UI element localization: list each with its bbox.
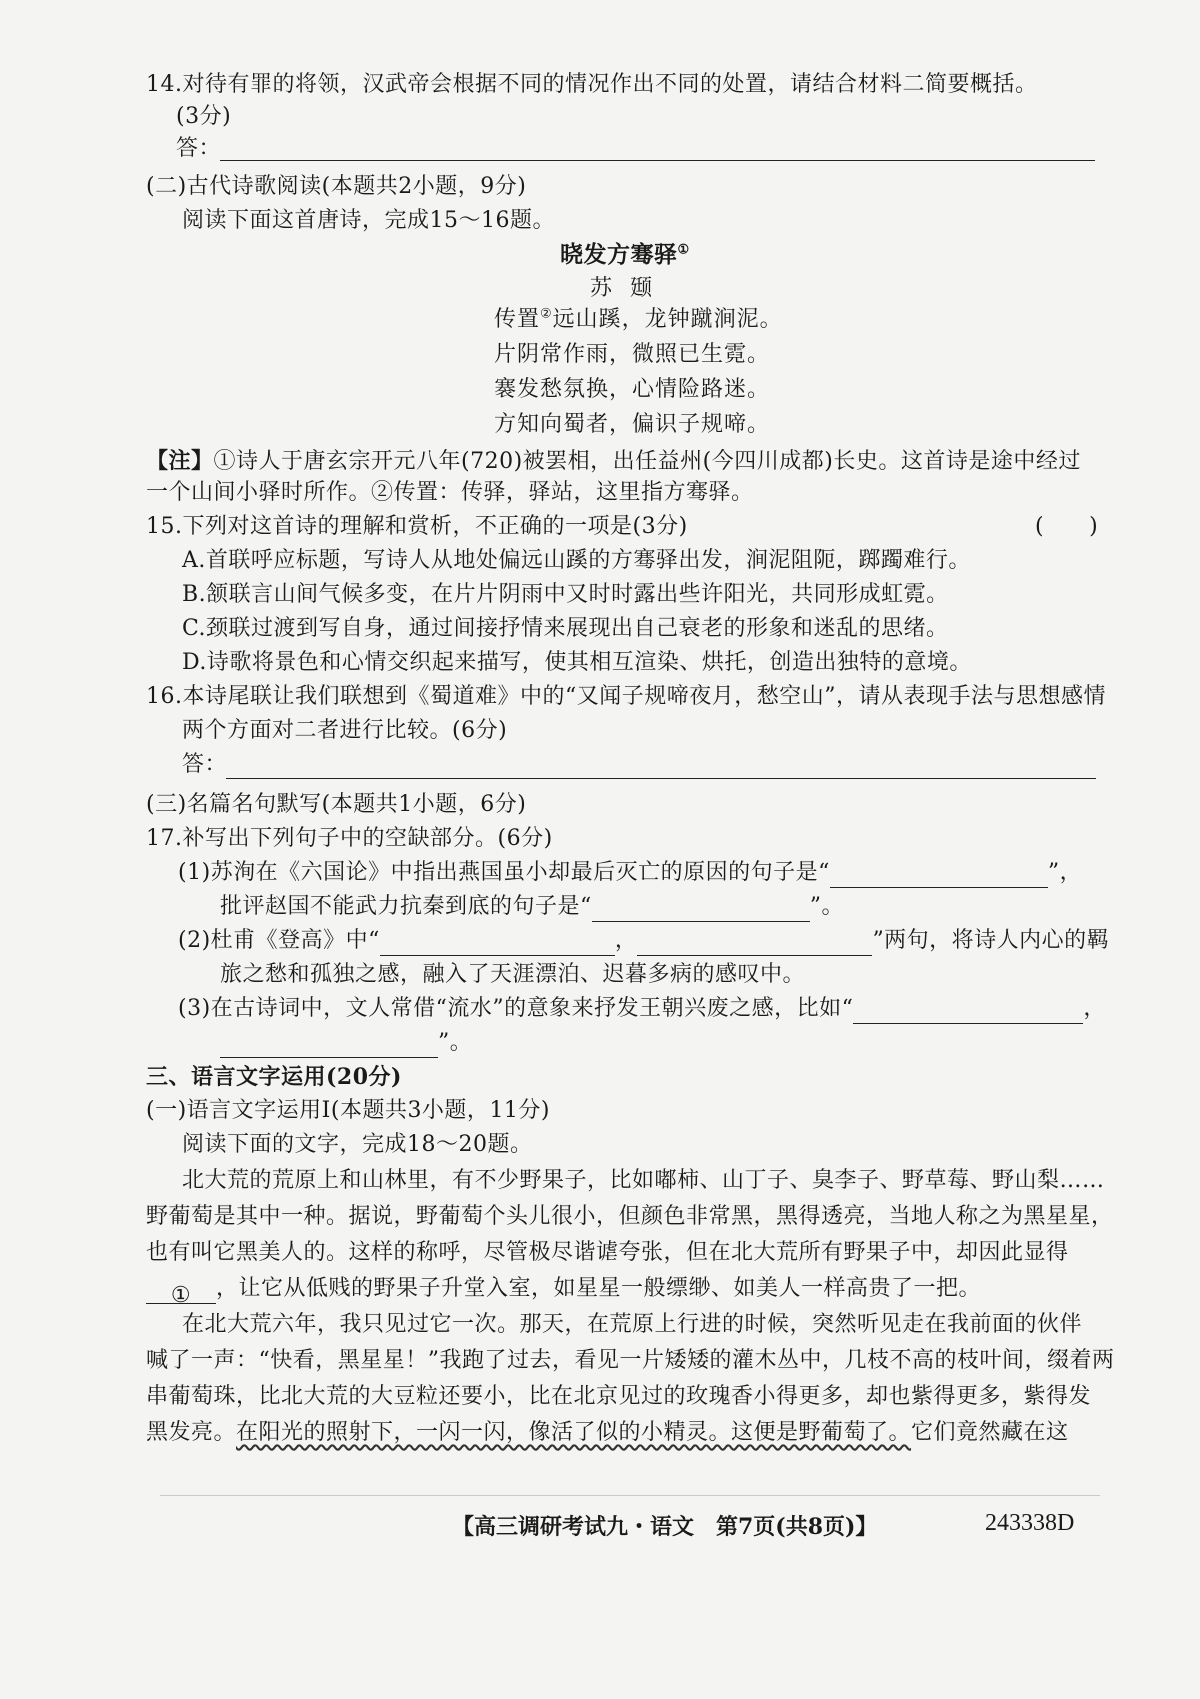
section-language-1-instruction: 阅读下面的文字，完成18～20题。: [182, 1132, 533, 1157]
poem-title-footnote-mark: ①: [677, 242, 690, 258]
question-15-option-b[interactable]: B.颔联言山间气候多变，在片片阴雨中又时时露出些许阳光，共同形成虹霓。: [182, 582, 949, 607]
poem-note-text-1: ①诗人于唐玄宗开元八年(720)被罢相，出任益州(今四川成都)长史。这首诗是途中经过: [213, 449, 1081, 474]
poem-author: 苏颋: [590, 276, 671, 301]
passage-line-4: [146, 1274, 982, 1308]
passage-line-2: 野葡萄是其中一种。据说，野葡萄个头儿很小，但颜色非常黑，黑得透亮，当地人称之为黑星星，: [146, 1204, 1114, 1229]
passage-line-7: 串葡萄珠，比北大荒的大豆粒还要小，比在北京见过的玫瑰香小得更多，却也紫得更多，紫得发: [146, 1384, 1092, 1409]
question-14-score: (3分): [176, 104, 232, 129]
section-poetry-heading: (二)古代诗歌阅读(本题共2小题，9分): [146, 174, 527, 199]
question-15-answer-bracket[interactable]: ( ): [1035, 514, 1099, 539]
question-15-stem: 15.下列对这首诗的理解和赏析，不正确的一项是(3分): [146, 514, 688, 539]
question-15-option-a[interactable]: A.首联呼应标题，写诗人从地处偏远山蹊的方骞驿出发，涧泥阻阨，踯躅难行。: [182, 548, 971, 573]
question-17-item-2-prompt: (2)杜甫《登高》中“: [178, 928, 380, 953]
poem-line-1-start: 传置: [494, 307, 541, 332]
passage-line-5: 在北大荒六年，我只见过它一次。那天，在荒原上行进的时候，突然听见走在我前面的伙伴: [182, 1312, 1083, 1337]
poem-line-1-end: 远山蹊，龙钟蹴涧泥。: [552, 307, 783, 332]
question-15-option-d[interactable]: D.诗歌将景色和心情交织起来描写，使其相互渲染、烘托，创造出独特的意境。: [182, 650, 972, 675]
poem-line-1: [494, 305, 783, 335]
question-17-item-2-rest: ”两句，将诗人内心的羁: [872, 928, 1110, 953]
section-recitation-heading: (三)名篇名句默写(本题共1小题，6分): [146, 792, 527, 817]
passage-line-8-end: 它们竟然藏在这: [911, 1420, 1069, 1445]
question-14-answer-line[interactable]: [220, 160, 1095, 161]
question-17-item-2-line-2: 旅之愁和孤独之感，融入了天涯漂泊、迟暮多病的感叹中。: [220, 962, 806, 987]
passage-line-4-text: ，让它从低贱的野果子升堂入室，如星星一般缥缈、如美人一样高贵了一把。: [216, 1276, 982, 1301]
passage-line-6: 喊了一声：“快看，黑星星！”我跑了过去，看见一片矮矮的灌木丛中，几枝不高的枝叶间，缀着两: [146, 1348, 1115, 1373]
passage-underlined-sentence-2: 这便是野葡萄了。: [731, 1420, 912, 1445]
question-17-item-1-prompt: (1)苏洵在《六国论》中指出燕国虽小却最后灭亡的原因的句子是“: [178, 860, 830, 885]
poem-line-4: 方知向蜀者，偏识子规啼。: [494, 412, 771, 437]
poem-note-line-2: 一个山间小驿时所作。②传置：传驿，驿站，这里指方骞驿。: [146, 480, 754, 505]
question-17-blank-4[interactable]: [637, 933, 872, 956]
poem-title-text: 晓发方骞驿: [560, 241, 678, 268]
passage-line-8-start: 黑发亮。: [146, 1420, 237, 1445]
passage-line-3: 也有叫它黑美人的。这样的称呼，尽管极尽谐谑夸张，但在北大荒所有野果子中，却因此显得: [146, 1240, 1069, 1265]
question-14-stem: 14.对待有罪的将领，汉武帝会根据不同的情况作出不同的处置，请结合材料二简要概括。: [146, 72, 1038, 97]
poem-line-1-footnote-mark: ②: [540, 306, 553, 322]
question-17-item-1-close-2: ”。: [809, 894, 844, 919]
question-17-item-1-line-2: [220, 892, 844, 922]
passage-line-1: 北大荒的荒原上和山林里，有不少野果子，比如嘟柿、山丁子、臭李子、野草莓、野山梨……: [182, 1168, 1105, 1193]
question-16-stem-2: 两个方面对二者进行比较。(6分): [182, 718, 508, 743]
poem-note-line-1: [146, 446, 1081, 477]
page-footer: 【高三调研考试九・语文 第7页(共8页)】: [452, 1514, 878, 1540]
question-17-item-3-prompt: (3)在古诗词中，文人常借“流水”的意象来抒发王朝兴废之感，比如“: [178, 996, 854, 1021]
question-17-item-3-comma: ，: [1083, 996, 1106, 1021]
poem-line-3: 褰发愁氛换，心情险路迷。: [494, 377, 771, 402]
question-17-blank-6[interactable]: [220, 1035, 438, 1058]
exam-code: 243338D: [985, 1510, 1075, 1536]
passage-line-8: [146, 1418, 1069, 1448]
question-17-item-1-line-1: [178, 858, 1082, 888]
question-17-item-3-line-1: [178, 994, 1106, 1024]
question-17-blank-3[interactable]: [380, 933, 615, 956]
question-17-item-1-prompt-2: 批评赵国不能武力抗秦到底的句子是“: [220, 894, 592, 919]
question-16-stem-1: 16.本诗尾联让我们联想到《蜀道难》中的“又闻子规啼夜月，愁空山”，请从表现手法与思想感情: [146, 684, 1106, 709]
poem-note-label: 【注】: [146, 448, 214, 474]
section-poetry-instruction: 阅读下面这首唐诗，完成15～16题。: [182, 208, 555, 233]
question-15-option-c[interactable]: C.颈联过渡到写自身，通过间接抒情来展现出自己衰老的形象和迷乱的思绪。: [182, 616, 949, 641]
question-16-answer-label: 答：: [182, 752, 228, 777]
question-14-answer-label: 答：: [176, 136, 222, 161]
part-language-heading: 三、语言文字运用(20分): [146, 1064, 402, 1090]
question-16-answer-line[interactable]: [226, 778, 1096, 779]
question-17-blank-5[interactable]: [853, 1001, 1083, 1024]
question-17-item-3-line-2: [220, 1028, 472, 1058]
section-language-1-heading: (一)语言文字运用Ⅰ(本题共3小题，11分): [146, 1098, 551, 1123]
question-17-blank-2[interactable]: [592, 899, 810, 922]
passage-underlined-sentence-1: 在阳光的照射下，一闪一闪，像活了似的小精灵。: [236, 1420, 732, 1445]
poem-title: [560, 240, 690, 270]
footer-divider: [160, 1495, 1100, 1496]
question-17-item-3-close: ”。: [438, 1030, 473, 1055]
question-17-stem: 17.补写出下列句子中的空缺部分。(6分): [146, 826, 553, 851]
question-17-blank-1[interactable]: [830, 865, 1048, 888]
question-17-item-1-close: ”，: [1047, 860, 1083, 885]
question-17-item-2-comma: ，: [614, 928, 638, 953]
passage-blank-1[interactable]: ①: [146, 1281, 216, 1304]
question-17-item-2-line-1: [178, 926, 1109, 956]
poem-line-2: 片阴常作雨，微照已生霓。: [494, 342, 771, 367]
